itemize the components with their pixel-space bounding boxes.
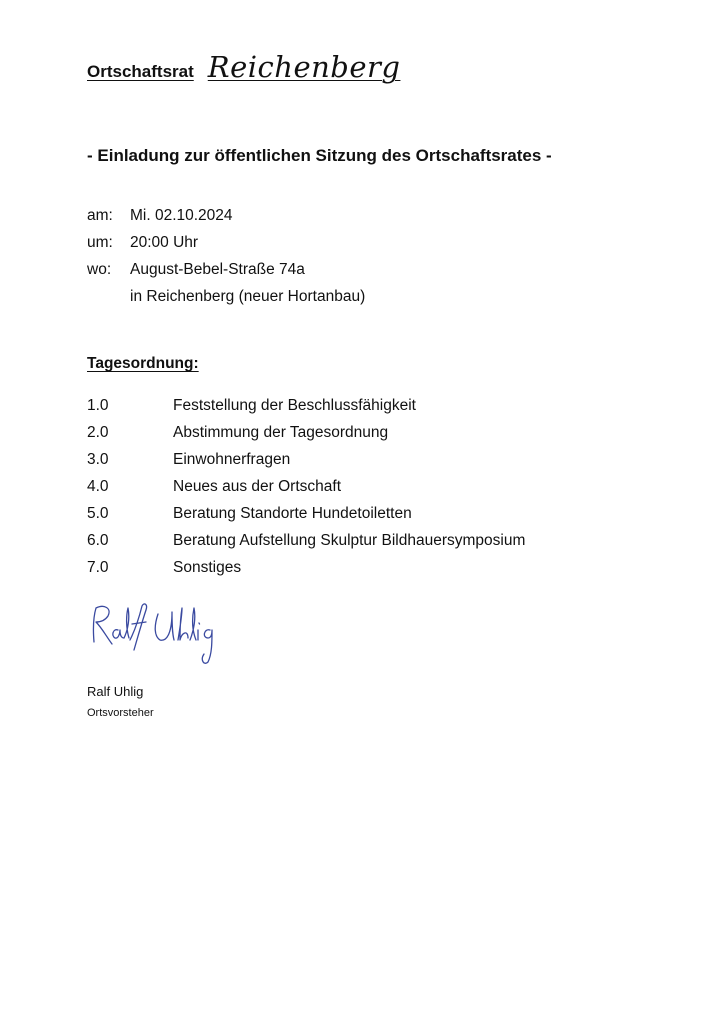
place-location: in Reichenberg (neuer Hortanbau) [130, 288, 366, 305]
agenda-list [87, 392, 525, 581]
agenda-item [87, 446, 525, 473]
agenda-item-text: Feststellung der Beschlussfähigkeit [173, 397, 416, 414]
handwritten-signature [84, 600, 224, 670]
agenda-item-text: Abstimmung der Tagesordnung [173, 424, 389, 441]
place-label-spacer [87, 283, 130, 310]
signer-name: Ralf Uhlig [87, 684, 144, 699]
agenda-item [87, 527, 525, 554]
agenda-item-number: 5.0 [87, 505, 109, 522]
signer-role: Ortsvorsteher [87, 707, 154, 719]
time-value: 20:00 Uhr [130, 234, 199, 251]
agenda-item [87, 473, 525, 500]
agenda-item [87, 392, 525, 419]
council-title: Ortschaftsrat [87, 62, 194, 81]
agenda-item [87, 554, 525, 581]
agenda-title: Tagesordnung: [87, 355, 199, 372]
agenda-item-number: 6.0 [87, 532, 109, 549]
agenda-item-text: Beratung Standorte Hundetoiletten [173, 505, 412, 522]
document-heading [87, 50, 400, 84]
agenda-item-text: Einwohnerfragen [173, 451, 291, 468]
agenda-item [87, 500, 525, 527]
meeting-time-row [87, 229, 365, 256]
agenda-item-number: 4.0 [87, 478, 109, 495]
invitation-subtitle: - Einladung zur öffentlichen Sitzung des Ortschaftsrates - [87, 146, 552, 165]
agenda-item-number: 2.0 [87, 424, 109, 441]
date-label: am: [87, 207, 113, 224]
agenda-item [87, 419, 525, 446]
town-name: Reichenberg [207, 50, 401, 84]
agenda-item-number: 7.0 [87, 559, 109, 576]
agenda-item-text: Sonstiges [173, 559, 242, 576]
agenda-item-number: 3.0 [87, 451, 109, 468]
agenda-item-text: Neues aus der Ortschaft [173, 478, 341, 495]
meeting-place-row [87, 256, 365, 283]
agenda-item-number: 1.0 [87, 397, 109, 414]
meeting-details [87, 202, 365, 310]
place-address: August-Bebel-Straße 74a [130, 261, 305, 278]
date-value: Mi. 02.10.2024 [130, 207, 233, 224]
signature-strokes [93, 604, 212, 663]
time-label: um: [87, 234, 113, 251]
meeting-date-row [87, 202, 365, 229]
place-label: wo: [87, 261, 112, 278]
agenda-item-text: Beratung Aufstellung Skulptur Bildhauersymposium [173, 532, 526, 549]
meeting-place-row-2 [87, 283, 365, 310]
